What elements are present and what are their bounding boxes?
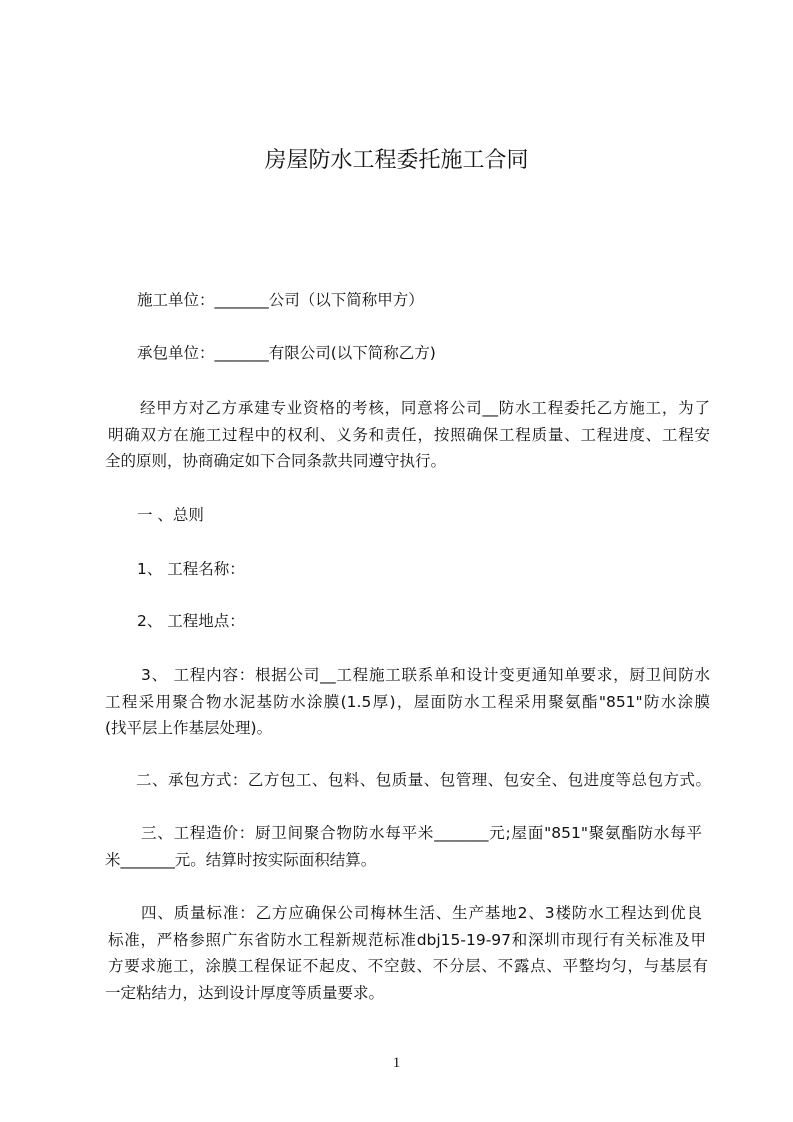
section-1-heading	[137, 502, 742, 529]
item-1-text: 1、 工程名称：	[137, 560, 245, 578]
line: (找平层上作基层处理)。	[105, 719, 273, 737]
document-title: 房屋防水工程委托施工合同	[264, 148, 529, 173]
line: 3、 工程内容：根据公司__工程施工联系单和设计变更通知单要求，厨卫间防水	[141, 666, 710, 684]
item-3	[105, 662, 710, 742]
line: 方要求施工，涂膜工程保证不起皮、不空鼓、不分层、不露点、平整均匀，与基层有	[108, 957, 708, 975]
line: 经甲方对乙方承建专业资格的考核，同意将公司__防水工程委托乙方施工，为了	[140, 399, 710, 417]
party-b-text: 承包单位：_______有限公司(以下简称乙方)	[137, 344, 436, 362]
party-a	[137, 287, 697, 314]
item-1	[137, 556, 742, 583]
item-2	[137, 608, 742, 635]
line: 四、质量标准：乙方应确保公司梅林生活、生产基地2、3楼防水工程达到优良	[141, 904, 702, 922]
item-2-text: 2、 工程地点：	[137, 612, 245, 630]
section-1-text: 一 、总则	[137, 506, 204, 524]
intro-paragraph	[105, 395, 710, 475]
party-b	[137, 340, 697, 367]
line: 明确双方在施工过程中的权利、义务和责任，按照确保工程质量、工程进度、工程安	[108, 425, 710, 444]
section-2-text: 二、承包方式：乙方包工、包料、包质量、包管理、包安全、包进度等总包方式。	[136, 771, 711, 789]
section-2	[136, 767, 711, 794]
line: 标准，严格参照广东省防水工程新规范标准dbj15-19-97和深圳市现行有关标准及甲	[108, 930, 706, 949]
page-number: 1	[392, 1055, 401, 1071]
line: 米_______元。结算时按实际面积结算。	[105, 850, 377, 869]
party-a-text: 施工单位：_______公司（以下简称甲方）	[137, 291, 424, 309]
section-4	[105, 900, 710, 1006]
line: 一定粘结力，达到设计厚度等质量要求。	[105, 983, 385, 1002]
line: 工程采用聚合物水泥基防水涂膜(1.5厚)，屋面防水工程采用聚氨酯"851"防水涂膜	[105, 692, 710, 711]
line: 三、工程造价：厨卫间聚合物防水每平米_______元;屋面"851"聚氨酯防水每平	[141, 824, 702, 842]
line: 全的原则，协商确定如下合同条款共同遵守执行。	[105, 452, 447, 470]
section-3	[105, 820, 710, 873]
